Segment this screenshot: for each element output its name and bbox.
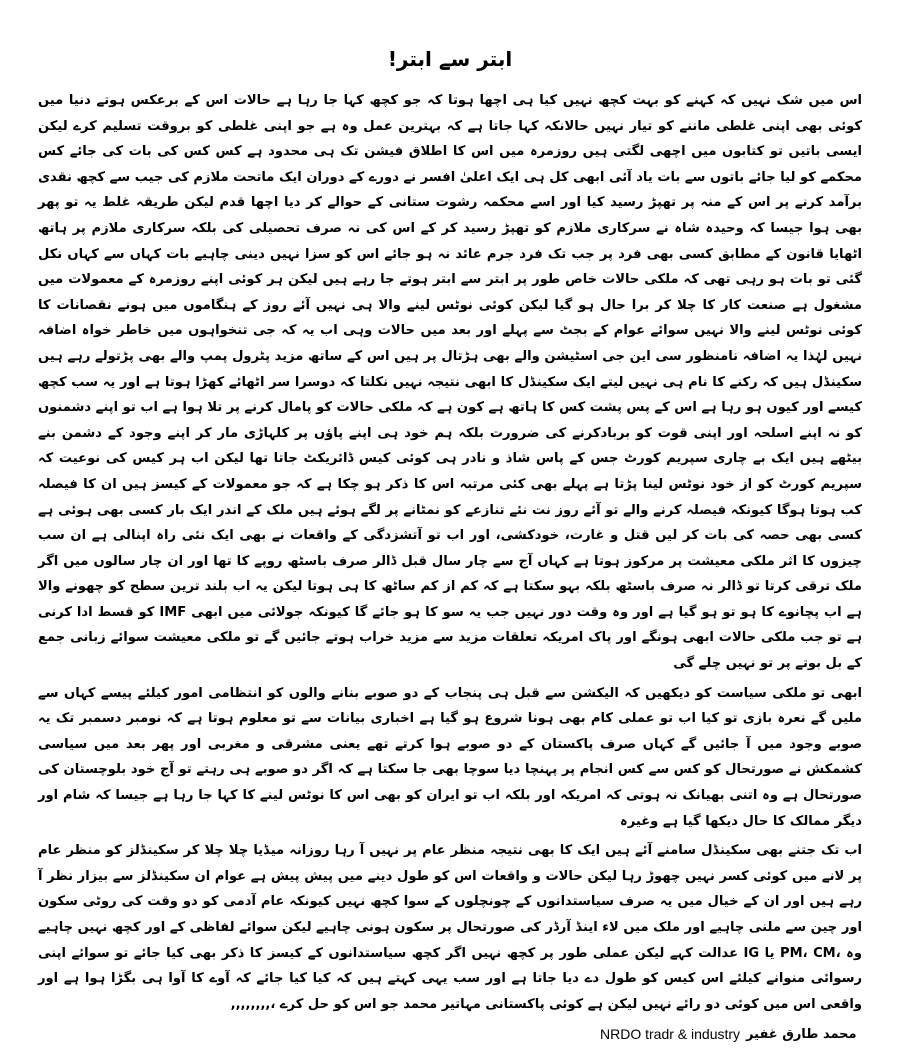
- paragraph-2: ابھی تو ملکی سیاست کو دیکھیں کہ الیکشن سے قبل ہی پنجاب کے دو صوبے بنانے والوں کو انتظامی امور کیلئے پیسے کہاں سے ملیں گے نعرہ بازی تو کیا اب تو عملی کام بھی ہونا شروع ہو گیا ہے اخباری بیانات سے تو معلوم ہوتا ہے کہ نومبر دسمبر تک یہ صوبے وجود میں آ جائیں گے کہاں صرف پاکستان کے دو صوبے ہوا کرتے تھے یعنی مشرقی و مغربی اور پھر بعد میں سیاسی کشمکش نے صورتحال کو کس سے کس انجام پر پہنچا دیا سوچا بھی جا سکتا ہے کہ اگر دو صوبے ہی رہتے تو آج خود بلوچستان کی صورتحال ہے وہ اتنی بھیانک نہ ہوتی کہ امریکہ اور بلکہ اب تو ایران کو بھی اس کا نوٹس لینے کا کہا جا رہا ہے جیسا کہ شام اور دیگر ممالک کا حال دیکھا گیا ہے وغیرہ: [38, 685, 862, 829]
- article-title: ابتر سے ابتر!: [387, 47, 513, 71]
- signature-name: محمد طارق غفیر: [746, 1026, 857, 1042]
- paragraph-1: اس میں شک نہیں کہ کہنے کو بہت کچھ نہیں کیا ہی اچھا ہوتا کہ جو کچھ کہا جا رہا ہے حالات اس کے برعکس ہوتے دنیا میں کوئی بھی اپنی غلطی ماننے کو تیار نہیں حالانکہ کہا جاتا ہے کہ بہترین عمل وہ ہے جو اپنی غلطی کو بروقت تسلیم کرے لیکن ایسی باتیں تو کتابوں میں اچھی لگتی ہیں روزمرہ میں اس کا اطلاق فیشن تک ہی محدود ہے کس کس کی بات کی جائے کس محکمے کو لیا جائے باتوں سے بات یاد آئی ابھی کل ہی ایک اعلیٰ افسر نے دورے کے دوران ایک ماتحت ملازم کی جیب سے کچھ نقدی برآمد کرنے پر اس کے منہ پر تھپڑ رسید کیا اور اسے محکمہ رشوت ستانی کے حوالے کر دیا اچھا قدم لیکن طریقہ غلط یہ تو پھر بھی ہوا جیسا کہ وحیدہ شاہ نے سرکاری ملازم کو تھپڑ رسید کر کے اس کی نہ صرف تحصیلی کی بلکہ سرکاری ملازم پر ہاتھ اٹھایا قانون کے مطابق کسی بھی فرد پر جب تک فرد جرم عائد نہ ہو جائے اس کو سزا نہیں دینی چاہیے بات کہاں سے کہاں نکل گئی تو بات ہو رہی تھی کہ ملکی حالات خاص طور پر ابتر سے ابتر ہوتے جا رہے ہیں لیکن ہر کوئی اپنے روزمرہ کے معمولات میں مشغول ہے صنعت کار کا چلا کر برا حال ہو گیا لیکن کوئی نوٹس لینے والا ہی نہیں آئے روز کے ہنگاموں میں ہونے نقصانات کا کوئی نوٹس لینے والا نہیں سوائے عوام کے بجٹ سے پہلے اور بعد میں حالات وہی اب یہ کہ جی تنخواہوں میں خاطر خواہ اضافہ نہیں لہٰذا یہ اضافہ نامنظور سی این جی اسٹیشن والے بھی ہڑتال پر ہیں اس کے ساتھ مزید پٹرول پمپ والے بھی پڑتولے رہے ہیں سکینڈل ہیں کہ رکنے کا نام ہی نہیں لیتے ایک سکینڈل کا ابھی نتیجہ نہیں نکلتا کہ دوسرا سر اٹھائے کھڑا ہوتا ہے اور یہ سب کچھ کیسے اور کیوں ہو رہا ہے اس کے پس پشت کس کا ہاتھ ہے کون ہے کہ ملکی حالات کو پامال کرنے پر تلا ہوا ہے اب تو اپنے دشمنوں کو نہ اپنے اسلحہ اور اپنی قوت کو بربادکرنے کی ضرورت بلکہ ہم خود ہی اپنے پاؤں پر کلہاڑی مار کر اپنے وجود کے دشمن بنے بیٹھے ہیں ایک بے چاری سپریم کورٹ جس کے پاس شاذ و نادر ہی کوئی کیس ڈائریکٹ جاتا تھا لیکن اب ہر کیس کی نوعیت کہ سپریم کورٹ کو از خود نوٹس لینا پڑتا ہے پہلے بھی کئی مرتبہ اس کا ذکر ہو چکا ہے کہ جو معمولات کے کیسز ہیں ان کا فیصلہ کب ہوتا ہوگا کیونکہ فیصلہ کرنے والے تو آئے روز نت نئے تنازعے کو نمٹانے پر لگے ہوئے ہیں ملک کے اندر ایک بار کسی بھی ہوئی ہے کسی بھی حصہ کی بات کر لیں قتل و غارت، خودکشی، اور اب تو آتشزدگی کے واقعات نے بھی ایک نئی راہ اپنالی ہے ان سب چیزوں کا اثر ملکی معیشت پر مرکوز ہوتا ہے کہاں آج سے چار سال قبل ڈالر صرف باسٹھ روپے کا تھا اور ان چار سالوں میں اگر ملک ترقی کرتا تو ڈالر نہ صرف باسٹھ بلکہ بہو سکتا ہے کہ کم از کم ساٹھ کا ہی ہوتا لیکن یہ اب بلند ترین سطح کو چھونے والا ہے اب پچانوے کا ہو تو ہو گیا ہے اور وہ وقت دور نہیں جب یہ سو کا ہو جائے گا کیونکہ جولائی میں ابھی IMF کو قسط ادا کرنی ہے تو جب ملکی حالات ابھی ہونگے اور پاک امریکہ تعلقات مزید سے مزید خراب ہوتے جائیں گے تو ملکی معیشت سوائے زبانی جمع کے بل بوتے پر تو نہیں چلے گی: [38, 93, 862, 672]
- paragraph-3: اب تک جتنے بھی سکینڈل سامنے آئے ہیں ایک کا بھی نتیجہ منظر عام پر نہیں آ رہا روزانہ میڈیا چلا چلا کر سکینڈلز کو منظر عام پر لانے میں کوئی کسر نہیں چھوڑ رہا لیکن حالات و واقعات اس کو طول دینے میں پیش پیش ہے عوام ان سکینڈلز سے بیزار نظر آ رہے ہیں اور ان کے خیال میں یہ صرف سیاستدانوں کے چونچلوں کے سوا کچھ نہیں کیونکہ عام آدمی کو دو وقت کی روٹی سکون اور چین سے ملنی چاہیے اور ملک میں لاء اینڈ آرڈر کی صورتحال پر سکون ہونی چاہیے لیکن سوائے لفاظی کے اور کچھ نہیں چاہیے وہ ،PM، CM یا IG عدالت کہے لیکن عملی طور پر کچھ نہیں اگر کچھ سیاستدانوں کے کیسز کا ذکر بھی کیا جائے تو سوائے اپنی رسوائی منوانے کیلئے اس کیس کو طول دے دیا جاتا ہے اور سب یہی کہتے ہیں کہ کیا کیا جائے کہ آوے کا آوا ہی بگڑا ہوا ہے اور واقعی اس میں کوئی دو رائے نہیں لیکن ہے کوئی پاکستانی مہاتیر محمد جو اس کو حل کرے ،,,,,,,,,: [38, 843, 862, 1012]
- article-body: [38, 88, 862, 1017]
- signature: [600, 1022, 890, 1046]
- signature-org: NRDO tradr & industry: [600, 1026, 741, 1042]
